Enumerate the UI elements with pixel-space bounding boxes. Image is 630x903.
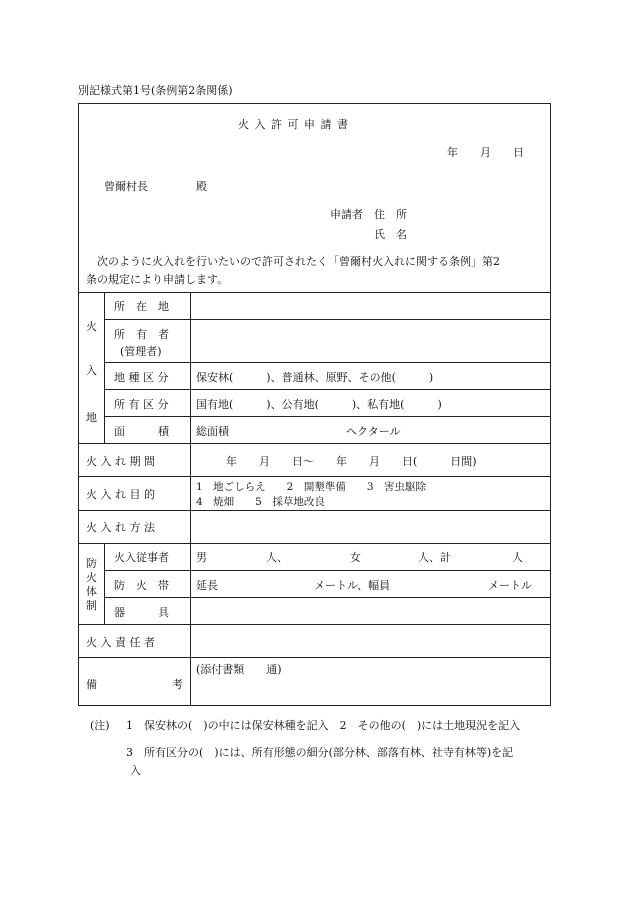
ownership-value: 国有地( )、公有地( )、私有地( ) — [196, 398, 442, 411]
equipment-label: 器 具 — [114, 606, 169, 619]
addressee: 曾爾村長 — [104, 180, 148, 193]
area-prefix: 総面積 — [196, 425, 229, 438]
purpose-options-line2: 4 焼畑 5 採草地改良 — [196, 496, 325, 508]
applicant-label: 申請者 — [330, 208, 363, 221]
remarks-label-left: 備 — [86, 678, 97, 691]
row-divider — [78, 543, 551, 544]
col-divider — [104, 543, 105, 624]
row-divider — [78, 657, 551, 658]
purpose-label: 火 入 れ 目 的 — [86, 488, 155, 501]
notes-line3: 入 — [130, 764, 141, 777]
workers-unit-2: 人、計 — [418, 551, 451, 564]
row-divider — [104, 362, 551, 363]
workers-unit-1: 人、 — [266, 551, 288, 564]
area-label: 面 積 — [114, 425, 169, 438]
group-label-char: 火 — [86, 320, 97, 333]
row-divider — [104, 570, 551, 571]
purpose-options-line1: 1 地ごしらえ 2 開墾準備 3 害虫駆除 — [196, 481, 427, 493]
firebreak-length: 延長 — [196, 579, 218, 592]
group-label-char: 体 — [86, 585, 97, 598]
area-unit: ヘクタール — [346, 425, 401, 438]
col-divider — [190, 292, 191, 706]
workers-female: 女 — [350, 551, 361, 564]
firebreak-unit: メートル — [488, 579, 532, 592]
manager-label: 火 入 責 任 者 — [86, 636, 155, 649]
name-label: 氏 名 — [374, 228, 407, 241]
period-label: 火 入 れ 期 間 — [86, 455, 155, 468]
row-divider — [104, 319, 551, 320]
group-label-char: 防 — [86, 557, 97, 570]
notes-line2: 3 所有区分の( )には、所有形態の細分(部分林、部落有林、社寺有林等)を記 — [126, 746, 514, 759]
col-divider — [104, 292, 105, 443]
group-label-char: 地 — [86, 411, 97, 424]
row-divider — [104, 389, 551, 390]
notes-line1: 1 保安林の( )の中には保安林種を記入 2 その他の( )には土地現況を記入 — [126, 719, 521, 732]
group-label-char: 制 — [86, 599, 97, 612]
row-divider — [104, 597, 551, 598]
location-label: 所 在 地 — [114, 300, 169, 313]
remarks-attachments: (添付書類 通) — [196, 663, 282, 676]
ownership-label: 所 有 区 分 — [114, 398, 169, 411]
address-label: 住 所 — [374, 208, 407, 221]
row-divider — [78, 510, 551, 511]
form-number: 別記様式第1号(条例第2条関係) — [78, 84, 233, 97]
method-label: 火 入 れ 方 法 — [86, 521, 155, 534]
row-divider — [78, 624, 551, 625]
row-divider — [104, 416, 551, 417]
firebreak-label: 防 火 帯 — [114, 579, 169, 592]
period-value: 年 月 日～ 年 月 日( 日間) — [226, 455, 477, 468]
firebreak-width-label: メートル、幅員 — [314, 579, 391, 592]
intro-text-line1: 次のように火入れを行いたいので許可されたく「曾爾村火入れに関する条例」第2 — [86, 255, 500, 268]
honorific: 殿 — [196, 180, 207, 193]
workers-label: 火入従事者 — [114, 551, 169, 564]
document-title: 火 入 許 可 申 請 書 — [238, 118, 349, 131]
row-divider — [78, 292, 551, 293]
row-divider — [78, 476, 551, 477]
group-label-char: 火 — [86, 571, 97, 584]
owner-sub-label: (管理者) — [120, 345, 162, 358]
land-type-value: 保安林( )、普通林、原野、その他( ) — [196, 371, 434, 384]
owner-label: 所 有 者 — [114, 328, 169, 341]
intro-text-line2: 条の規定により申請します。 — [86, 273, 229, 286]
group-label-char: 入 — [86, 364, 97, 377]
workers-male: 男 — [196, 551, 207, 564]
notes-prefix: (注) — [90, 719, 110, 732]
date-line: 年 月 日 — [447, 146, 524, 159]
remarks-label-right: 考 — [172, 678, 183, 691]
row-divider — [78, 443, 551, 444]
workers-unit-3: 人 — [512, 551, 523, 564]
land-type-label: 地 種 区 分 — [114, 371, 169, 384]
